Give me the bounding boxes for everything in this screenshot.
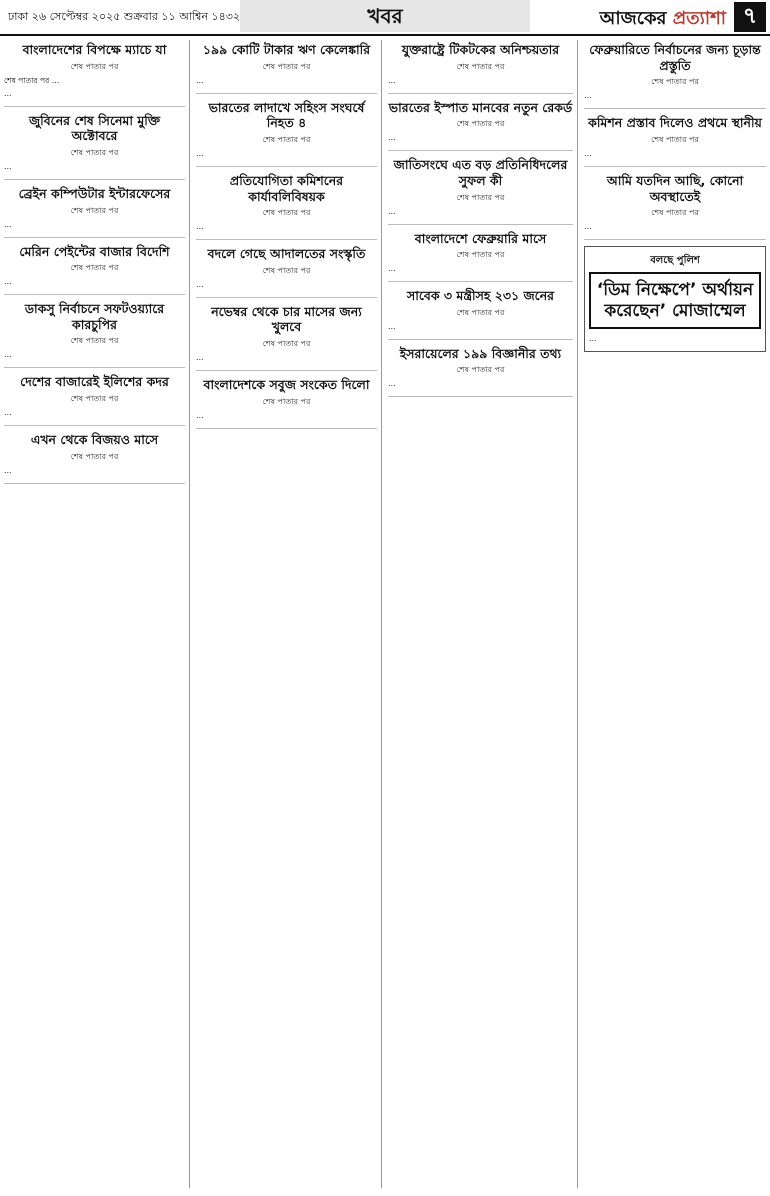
- story: [4, 244, 185, 296]
- story-body: …: [196, 353, 204, 363]
- story-body: …: [196, 279, 204, 289]
- continued-label: শেষ পাতার পর: [456, 61, 505, 71]
- story: [584, 115, 766, 167]
- story-headline: এখন থেকে বিজয়ও মাসে: [30, 432, 159, 448]
- continued-label: শেষ পাতার পর: [70, 394, 119, 404]
- story-body: …: [388, 133, 396, 143]
- story: [196, 304, 377, 371]
- story-headline: সাবেক ৩ মন্ত্রীসহ ২৩১ জনের: [406, 288, 555, 304]
- story: [584, 42, 766, 109]
- section-title: খবর: [240, 0, 530, 32]
- dateline: ঢাকা ২৬ সেপ্টেম্বর ২০২৫ শুক্রবার ১১ আশ্বিন ১৪৩২: [8, 10, 241, 23]
- story: [584, 173, 766, 240]
- story-headline: প্রতিযোগিতা কমিশনের কার্যাবলিবিষয়ক: [229, 172, 344, 204]
- story: [4, 374, 185, 426]
- story-headline: জুবিনের শেষ সিনেমা মুক্তি অক্টোবরে: [28, 112, 161, 144]
- story-headline: দেশের বাজারেই ইলিশের কদর: [20, 374, 169, 390]
- column-1: [0, 40, 190, 1188]
- story-body: …: [584, 148, 592, 158]
- continued-label: শেষ পাতার পর: [70, 451, 119, 461]
- story-headline: বাংলাদেশে ফেব্রুয়ারি মাসে: [414, 230, 547, 246]
- continued-label: শেষ পাতার পর: [262, 339, 311, 349]
- story-body: …: [4, 350, 12, 360]
- continued-label: শেষ পাতার পর: [70, 61, 119, 71]
- story: [388, 288, 573, 340]
- column-3: [384, 40, 578, 1188]
- continued-label: শেষ পাতার পর: [70, 147, 119, 157]
- story-body: …: [584, 91, 592, 101]
- continued-label: শেষ পাতার পর: [70, 336, 119, 346]
- continued-label: শেষ পাতার পর: [456, 307, 505, 317]
- story-body: …: [196, 222, 204, 232]
- story-body: …: [4, 277, 12, 287]
- brand-name: প্রত্যাশা: [672, 8, 726, 29]
- continued-label: শেষ পাতার পর: [70, 205, 119, 215]
- story: [4, 186, 185, 238]
- story-body: …: [388, 379, 396, 389]
- story-headline: জাতিসংঘে এত বড় প্রতিনিধিদলের সুফল কী: [393, 157, 568, 188]
- story: [196, 42, 377, 94]
- brand-prefix: আজকের: [599, 8, 667, 29]
- continued-label: শেষ পাতার পর: [456, 250, 505, 260]
- continued-label: শেষ পাতার পর: [651, 208, 699, 218]
- story: [388, 100, 573, 152]
- story: [388, 231, 573, 283]
- story-headline: ১৯৯ কোটি টাকার ঋণ কেলেঙ্কারি: [202, 42, 371, 57]
- story-body: …: [388, 321, 396, 331]
- continued-label: শেষ পাতার পর: [456, 192, 505, 202]
- story: [4, 432, 185, 484]
- page-number: ৭: [734, 2, 766, 32]
- story: [4, 113, 185, 180]
- story-body: …: [388, 264, 396, 274]
- story-headline: ফেব্রুয়ারিতে নির্বাচনের জন্য চূড়ান্ত প্রস্তুতি: [589, 42, 761, 73]
- story-headline: যুক্তরাষ্ট্রে টিকটকের অনিশ্চয়তার: [401, 42, 560, 57]
- story-headline: ‘ডিম নিক্ষেপে’ অর্থায়ন করেছেন’ মোজাম্মেল: [589, 272, 761, 329]
- story-headline: ভারতের লাদাখে সহিংস সংঘর্ষে নিহত ৪: [208, 99, 365, 131]
- story-body: …: [4, 465, 12, 475]
- masthead: [0, 0, 770, 36]
- story-body: …: [4, 408, 12, 418]
- featured-story: [584, 246, 766, 352]
- story-body: …: [196, 148, 204, 158]
- story: [388, 346, 573, 398]
- story-body: …: [589, 333, 597, 343]
- story-headline: বাংলাদেশের বিপক্ষে ম্যাচে যা: [22, 42, 167, 57]
- continued-label: শেষ পাতার পর: [70, 263, 119, 273]
- continued-label: শেষ পাতার পর: [262, 61, 311, 71]
- story-headline: ব্রেইন কম্পিউটার ইন্টারফেসের: [18, 185, 171, 201]
- story-body: …: [196, 75, 204, 85]
- continued-label: শেষ পাতার পর: [262, 134, 311, 144]
- story-headline: আমি যতদিন আছি, কোনো অবস্থাতেই: [606, 172, 744, 204]
- column-2: [192, 40, 382, 1188]
- story: [196, 246, 377, 298]
- story-body: …: [4, 88, 12, 98]
- story-body: শেষ পাতার পর …: [4, 75, 60, 85]
- column-4: [580, 40, 770, 1188]
- story-body: …: [388, 75, 396, 85]
- continued-label: শেষ পাতার পর: [456, 365, 505, 375]
- continued-label: শেষ পাতার পর: [651, 134, 699, 144]
- story: [388, 157, 573, 224]
- story: [196, 377, 377, 429]
- story-headline: বাংলাদেশকে সবুজ সংকেত দিলো: [203, 377, 370, 393]
- continued-label: শেষ পাতার পর: [651, 77, 699, 87]
- story-kicker: বলছে পুলিশ: [650, 255, 700, 267]
- continued-label: শেষ পাতার পর: [262, 265, 311, 275]
- story-headline: ইসরায়েলের ১৯৯ বিজ্ঞানীর তথ্য: [399, 345, 562, 361]
- story: [4, 42, 185, 107]
- brand-logo: [600, 4, 726, 35]
- story-headline: ডাকসু নির্বাচনে সফটওয়্যারে কারচুপির: [24, 301, 165, 332]
- story: [196, 100, 377, 167]
- continued-label: শেষ পাতার পর: [262, 208, 311, 218]
- story-body: …: [4, 161, 12, 171]
- continued-label: শেষ পাতার পর: [456, 119, 505, 129]
- story-headline: কমিশন প্রস্তাব দিলেও প্রথমে স্থানীয়: [588, 115, 762, 131]
- story-body: …: [196, 410, 204, 420]
- story-headline: বদলে গেছে আদালতের সংস্কৃতি: [207, 246, 366, 262]
- story-body: …: [4, 219, 12, 229]
- story: [4, 301, 185, 368]
- story-body: …: [388, 206, 396, 216]
- continued-label: শেষ পাতার পর: [262, 396, 311, 406]
- story-headline: মেরিন পেইন্টের বাজার বিদেশি: [19, 243, 170, 259]
- story-headline: ভারতের ইস্পাত মানবের নতুন রেকর্ড: [388, 99, 573, 115]
- story-headline: নভেম্বর থেকে চার মাসের জন্য খুলবে: [211, 303, 362, 335]
- story-body: …: [584, 222, 592, 232]
- story: [196, 173, 377, 240]
- story: [388, 42, 573, 94]
